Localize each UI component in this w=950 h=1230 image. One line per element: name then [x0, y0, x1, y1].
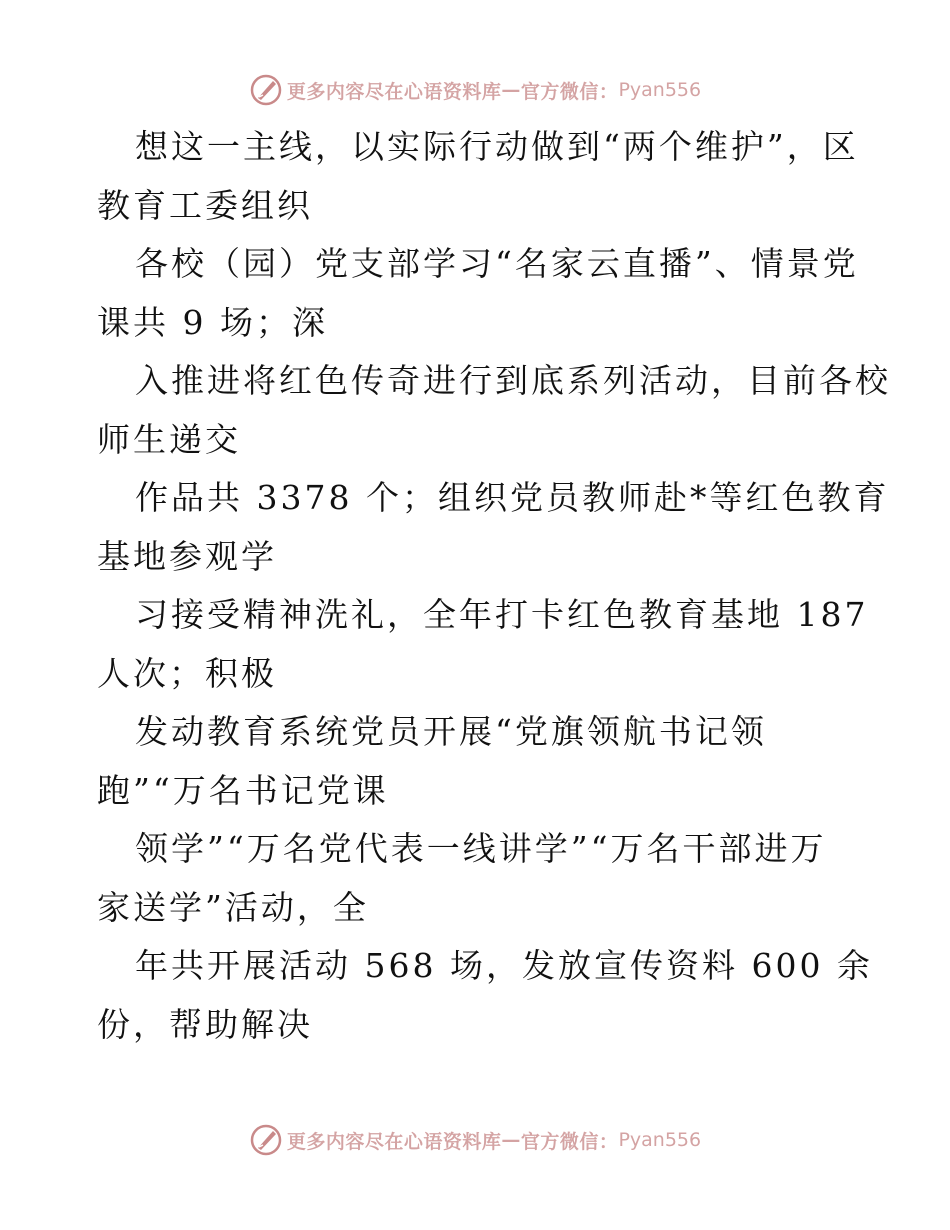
quill-logo-icon	[249, 1123, 283, 1157]
text-line: 领学”“万名党代表一线讲学”“万名干部进万	[135, 829, 827, 868]
text-line: 各校（园）党支部学习“名家云直播”、情景党	[135, 244, 859, 283]
text-line: 想这一主线，以实际行动做到“两个维护”，区	[135, 127, 859, 166]
text-line: 教育工委组织	[97, 185, 313, 225]
banner-wechat-label: 官方微信：	[520, 80, 619, 103]
text-line: 家送学”活动，全	[97, 887, 369, 927]
quill-logo-icon	[249, 73, 283, 107]
text-line: 基地参观学	[97, 536, 277, 576]
text-line: 师生递交	[97, 419, 241, 459]
text-line: 课共 9 场；深	[97, 302, 328, 342]
document-body	[97, 118, 891, 1054]
header-banner	[0, 70, 950, 110]
banner-handle: Pyan556	[618, 79, 702, 101]
banner-handle: Pyan556	[618, 1129, 702, 1151]
banner-separator: —	[501, 79, 521, 101]
text-line: 作品共 3378 个；组织党员教师赴*等红色教育	[135, 478, 890, 517]
banner-wechat-label: 官方微信：	[520, 1130, 619, 1153]
text-line: 入推进将红色传奇进行到底系列活动，目前各校	[135, 361, 891, 400]
banner-brand: 更多内容尽在心语资料库	[286, 1130, 502, 1153]
footer-banner	[0, 1120, 950, 1160]
text-line: 发动教育系统党员开展“党旗领航书记领	[135, 712, 767, 751]
banner-separator: —	[501, 1129, 521, 1151]
banner-brand: 更多内容尽在心语资料库	[286, 80, 502, 103]
text-line: 习接受精神洗礼，全年打卡红色教育基地 187	[135, 595, 869, 634]
text-line: 年共开展活动 568 场，发放宣传资料 600 余	[135, 946, 873, 985]
text-line: 份，帮助解决	[97, 1004, 313, 1044]
text-line: 跑”“万名书记党课	[97, 770, 389, 810]
text-line: 人次；积极	[97, 653, 277, 693]
